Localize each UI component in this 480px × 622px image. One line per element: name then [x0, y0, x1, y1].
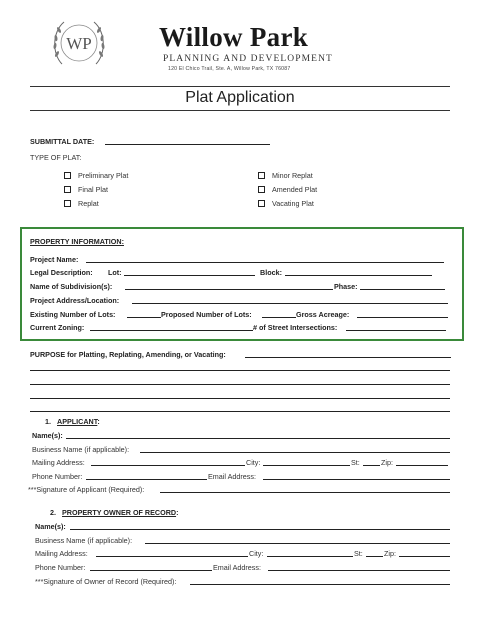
owner-city-field[interactable] — [267, 556, 353, 557]
owner-phone-field[interactable] — [90, 570, 212, 571]
preliminary-plat-checkbox[interactable] — [64, 172, 71, 179]
applicant-business-field[interactable] — [140, 452, 450, 453]
minor-replat-label: Minor Replat — [272, 171, 313, 180]
replat-label: Replat — [78, 199, 99, 208]
existing-lots-field[interactable] — [127, 317, 161, 318]
applicant-signature-field[interactable] — [160, 492, 450, 493]
vacating-plat-label: Vacating Plat — [272, 199, 314, 208]
proposed-lots-field[interactable] — [262, 317, 296, 318]
submittal-date-field[interactable] — [105, 144, 270, 145]
applicant-section-heading: 1. APPLICANT: — [45, 417, 100, 426]
vacating-plat-checkbox[interactable] — [258, 200, 265, 207]
brand-name: Willow Park — [159, 22, 309, 52]
applicant-phone-label: Phone Number: — [32, 472, 83, 481]
purpose-field-line-5[interactable] — [30, 411, 450, 412]
applicant-zip-label: Zip: — [381, 458, 393, 467]
phase-field[interactable] — [360, 289, 445, 290]
owner-signature-field[interactable] — [190, 584, 450, 585]
existing-lots-label: Existing Number of Lots: — [30, 310, 116, 319]
street-intersections-label: # of Street Intersections: — [253, 323, 338, 332]
gross-acreage-field[interactable] — [357, 317, 448, 318]
owner-city-label: City: — [249, 549, 264, 558]
subdivision-field[interactable] — [125, 289, 333, 290]
block-field[interactable] — [285, 275, 432, 276]
current-zoning-label: Current Zoning: — [30, 323, 85, 332]
gross-acreage-label: Gross Acreage: — [296, 310, 350, 319]
amended-plat-label: Amended Plat — [272, 185, 318, 194]
purpose-field-line-4[interactable] — [30, 398, 450, 399]
owner-business-label: Business Name (if applicable): — [35, 536, 133, 545]
project-name-label: Project Name: — [30, 255, 79, 264]
owner-email-field[interactable] — [268, 570, 450, 571]
lot-label: Lot: — [108, 268, 122, 277]
amended-plat-checkbox[interactable] — [258, 186, 265, 193]
project-address-label: Project Address/Location: — [30, 296, 120, 305]
subdivision-label: Name of Subdivision(s): — [30, 282, 113, 291]
project-name-field[interactable] — [86, 262, 444, 263]
svg-text:WP: WP — [66, 34, 92, 53]
type-of-plat-label: TYPE OF PLAT: — [30, 153, 82, 162]
legal-description-label: Legal Description: — [30, 268, 93, 277]
title-top-rule — [30, 86, 450, 87]
purpose-field-line-1[interactable] — [245, 357, 451, 358]
page-title: Plat Application — [185, 89, 295, 106]
applicant-mailing-field[interactable] — [91, 465, 245, 466]
applicant-names-field[interactable] — [66, 438, 450, 439]
purpose-label: PURPOSE for Platting, Replating, Amending, or Vacating: — [30, 350, 226, 359]
applicant-city-field[interactable] — [263, 465, 350, 466]
owner-st-label: St: — [354, 549, 363, 558]
owner-email-label: Email Address: — [213, 563, 261, 572]
applicant-email-field[interactable] — [263, 479, 450, 480]
block-label: Block: — [260, 268, 282, 277]
applicant-email-label: Email Address: — [208, 472, 256, 481]
owner-names-label: Name(s): — [35, 522, 66, 531]
final-plat-checkbox[interactable] — [64, 186, 71, 193]
replat-checkbox[interactable] — [64, 200, 71, 207]
current-zoning-field[interactable] — [90, 330, 253, 331]
applicant-business-label: Business Name (if applicable): — [32, 445, 130, 454]
applicant-st-label: St: — [351, 458, 360, 467]
street-intersections-field[interactable] — [346, 330, 446, 331]
owner-mailing-field[interactable] — [96, 556, 248, 557]
owner-phone-label: Phone Number: — [35, 563, 86, 572]
applicant-city-label: City: — [246, 458, 261, 467]
applicant-phone-field[interactable] — [86, 479, 207, 480]
title-bottom-rule — [30, 110, 450, 111]
owner-business-field[interactable] — [145, 543, 450, 544]
preliminary-plat-label: Preliminary Plat — [78, 171, 129, 180]
minor-replat-checkbox[interactable] — [258, 172, 265, 179]
project-address-field[interactable] — [132, 303, 448, 304]
property-information-heading: PROPERTY INFORMATION: — [30, 237, 124, 246]
applicant-st-field[interactable] — [363, 465, 380, 466]
owner-signature-label: ***Signature of Owner of Record (Required): — [35, 577, 177, 586]
final-plat-label: Final Plat — [78, 185, 108, 194]
applicant-names-label: Name(s): — [32, 431, 63, 440]
submittal-date-label: SUBMITTAL DATE: — [30, 137, 95, 146]
purpose-field-line-2[interactable] — [30, 370, 450, 371]
willow-park-seal-logo — [50, 14, 108, 70]
proposed-lots-label: Proposed Number of Lots: — [161, 310, 252, 319]
owner-mailing-label: Mailing Address: — [35, 549, 88, 558]
lot-field[interactable] — [124, 275, 255, 276]
phase-label: Phase: — [334, 282, 358, 291]
owner-zip-field[interactable] — [399, 556, 450, 557]
applicant-signature-label: ***Signature of Applicant (Required): — [28, 485, 145, 494]
owner-section-heading: 2. PROPERTY OWNER OF RECORD: — [50, 508, 179, 517]
brand-address: 120 El Chico Trail, Ste. A, Willow Park, TX 76087 — [168, 66, 291, 72]
owner-st-field[interactable] — [366, 556, 383, 557]
owner-names-field[interactable] — [70, 529, 450, 530]
applicant-mailing-label: Mailing Address: — [32, 458, 85, 467]
purpose-field-line-3[interactable] — [30, 384, 450, 385]
owner-zip-label: Zip: — [384, 549, 396, 558]
applicant-zip-field[interactable] — [396, 465, 448, 466]
brand-subtitle: PLANNING AND DEVELOPMENT — [163, 54, 333, 64]
